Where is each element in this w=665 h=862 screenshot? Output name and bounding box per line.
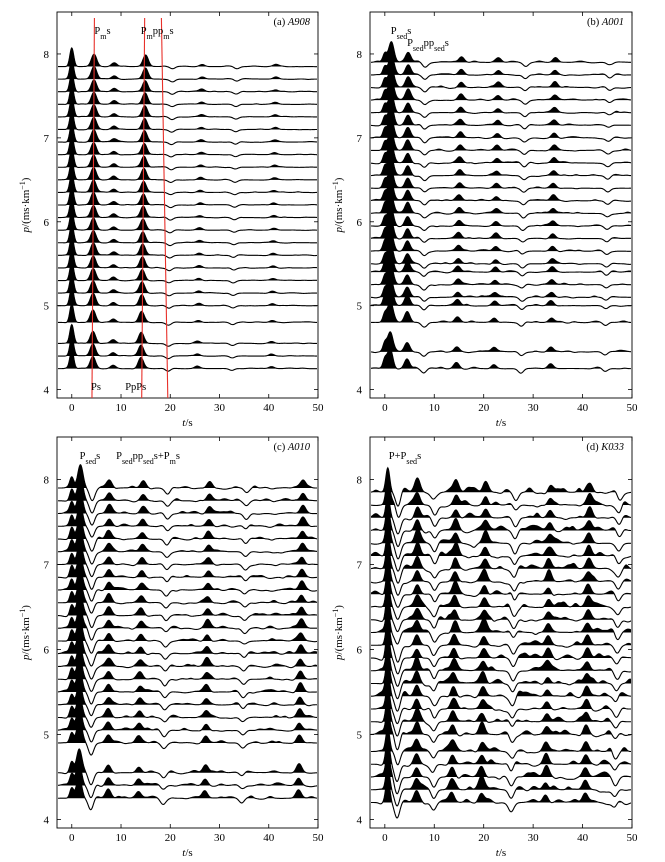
x-tick-label: 0 bbox=[382, 832, 388, 844]
y-tick-label: 6 bbox=[43, 216, 49, 229]
x-tick-label: 30 bbox=[214, 832, 226, 844]
phase-annotation: $P+P_{sed}s$ bbox=[388, 451, 422, 466]
trace-fill bbox=[57, 304, 318, 323]
trace-line bbox=[57, 528, 318, 564]
y-tick-label: 5 bbox=[356, 300, 362, 313]
y-tick-label: 5 bbox=[356, 729, 362, 742]
panel-title: (d) K033 bbox=[586, 442, 624, 453]
trace-line bbox=[370, 739, 632, 782]
plot-frame bbox=[57, 437, 318, 828]
y-tick-label: 6 bbox=[356, 644, 362, 657]
trace-fill bbox=[370, 709, 632, 734]
y-axis-label: $p/(ms\cdot km^{-1})$ bbox=[17, 177, 32, 233]
y-tick-label: 8 bbox=[43, 48, 49, 61]
x-tick-label: 20 bbox=[478, 402, 490, 414]
x-axis-label: t/s bbox=[495, 847, 507, 859]
phase-marker-line bbox=[161, 18, 167, 398]
x-tick-label: 40 bbox=[263, 402, 275, 414]
trace-line bbox=[370, 332, 632, 356]
trace-line bbox=[370, 593, 632, 631]
trace-group bbox=[370, 468, 632, 818]
trace-line bbox=[370, 632, 632, 674]
trace-fill bbox=[57, 657, 318, 679]
x-axis-label: t/s bbox=[182, 847, 193, 859]
phase-annotation: $P_{sed}s$ bbox=[79, 451, 101, 466]
trace-line bbox=[57, 669, 318, 704]
trace-line bbox=[57, 607, 318, 640]
phase-annotation: $P_mpp_ms$ bbox=[140, 26, 174, 41]
trace-line bbox=[370, 752, 632, 794]
trace-line bbox=[370, 696, 632, 736]
y-tick-label: 5 bbox=[43, 300, 49, 313]
trace-line bbox=[57, 763, 318, 798]
chart-panel-d bbox=[331, 437, 639, 859]
phase-annotation: $P_{sed}s$ bbox=[390, 26, 412, 41]
x-tick-label: 0 bbox=[382, 402, 388, 414]
x-tick-label: 30 bbox=[214, 402, 226, 414]
trace-line bbox=[370, 554, 632, 595]
trace-line bbox=[57, 465, 318, 501]
y-tick-label: 6 bbox=[43, 644, 49, 657]
x-tick-label: 50 bbox=[312, 402, 324, 414]
trace-line bbox=[57, 631, 318, 666]
x-tick-label: 20 bbox=[478, 832, 490, 844]
y-tick-label: 7 bbox=[43, 132, 49, 145]
x-tick-label: 50 bbox=[626, 832, 638, 844]
trace-fill bbox=[57, 517, 318, 539]
y-tick-label: 8 bbox=[356, 48, 362, 61]
trace-line bbox=[370, 709, 632, 749]
x-tick-label: 50 bbox=[626, 402, 638, 414]
x-tick-label: 10 bbox=[115, 402, 127, 414]
trace-line bbox=[57, 777, 318, 810]
y-axis-label: $p/(ms\cdot km^{-1})$ bbox=[330, 605, 345, 660]
panel-title: (c) A010 bbox=[273, 442, 310, 453]
trace-line bbox=[57, 592, 318, 628]
y-axis-label: $p/(ms\cdot km^{-1})$ bbox=[17, 605, 32, 660]
chart-panel-c bbox=[18, 437, 325, 859]
trace-fill bbox=[370, 620, 632, 645]
trace-line bbox=[57, 505, 318, 537]
y-tick-label: 5 bbox=[43, 729, 49, 742]
y-tick-label: 7 bbox=[356, 132, 362, 145]
trace-fill bbox=[370, 647, 632, 671]
trace-line bbox=[370, 777, 632, 818]
trace-fill bbox=[57, 669, 318, 692]
trace-line bbox=[57, 707, 318, 742]
trace-line bbox=[57, 477, 318, 513]
y-tick-label: 7 bbox=[43, 559, 49, 572]
x-tick-label: 10 bbox=[428, 402, 440, 414]
trace-group bbox=[370, 42, 632, 373]
y-tick-label: 4 bbox=[356, 814, 362, 827]
trace-fill bbox=[57, 477, 318, 501]
trace-line bbox=[57, 695, 318, 727]
trace-line bbox=[57, 517, 318, 551]
trace-fill bbox=[370, 332, 632, 352]
x-tick-label: 40 bbox=[577, 402, 589, 414]
y-tick-label: 4 bbox=[356, 384, 362, 397]
phase-marker-label: Ps bbox=[90, 382, 101, 393]
phase-marker-label: PpPs bbox=[125, 382, 147, 393]
phase-annotation: $P_ms$ bbox=[94, 26, 111, 41]
panel-title: (b) A001 bbox=[586, 17, 624, 28]
y-tick-label: 4 bbox=[43, 384, 49, 397]
trace-line bbox=[57, 490, 318, 525]
x-tick-label: 40 bbox=[577, 832, 589, 844]
trace-line bbox=[57, 749, 318, 785]
y-tick-label: 6 bbox=[356, 216, 362, 229]
panel-title: (a) A908 bbox=[273, 17, 310, 28]
x-tick-label: 20 bbox=[164, 832, 176, 844]
trace-fill bbox=[370, 468, 632, 492]
trace-line bbox=[57, 542, 318, 576]
y-tick-label: 8 bbox=[356, 474, 362, 487]
trace-line bbox=[57, 569, 318, 601]
x-tick-label: 30 bbox=[527, 832, 539, 844]
trace-line bbox=[57, 720, 318, 755]
trace-line bbox=[370, 658, 632, 698]
x-tick-label: 20 bbox=[164, 402, 176, 414]
y-tick-label: 7 bbox=[356, 559, 362, 572]
trace-fill bbox=[57, 749, 318, 773]
chart-panel-a bbox=[18, 12, 325, 429]
x-tick-label: 30 bbox=[527, 402, 539, 414]
trace-fill bbox=[57, 325, 318, 344]
trace-fill bbox=[57, 555, 318, 577]
x-axis-label: t/s bbox=[495, 417, 507, 429]
trace-line bbox=[370, 669, 632, 711]
trace-fill bbox=[370, 685, 632, 709]
trace-line bbox=[57, 555, 318, 589]
chart-panel-b bbox=[331, 12, 639, 429]
x-tick-label: 10 bbox=[428, 832, 440, 844]
x-axis-label: t/s bbox=[182, 417, 193, 429]
y-tick-label: 8 bbox=[43, 474, 49, 487]
x-tick-label: 40 bbox=[263, 832, 275, 844]
trace-line bbox=[370, 685, 632, 723]
x-tick-label: 10 bbox=[115, 832, 127, 844]
trace-line bbox=[57, 580, 318, 613]
trace-line bbox=[370, 608, 632, 644]
trace-group bbox=[57, 465, 318, 810]
trace-fill bbox=[57, 777, 318, 799]
x-tick-label: 0 bbox=[69, 832, 75, 844]
trace-line bbox=[370, 582, 632, 619]
trace-fill bbox=[57, 465, 318, 488]
y-tick-label: 4 bbox=[43, 814, 49, 827]
x-tick-label: 0 bbox=[69, 402, 75, 414]
trace-line bbox=[57, 645, 318, 679]
y-axis-label: $p/(ms\cdot km^{-1})$ bbox=[330, 177, 345, 233]
trace-line bbox=[57, 683, 318, 715]
phase-annotation: $P_{sed}pp_{sed}s$ bbox=[407, 38, 449, 53]
trace-line bbox=[57, 657, 318, 691]
trace-group bbox=[57, 48, 318, 371]
trace-fill bbox=[57, 542, 318, 564]
trace-line bbox=[57, 619, 318, 653]
phase-annotation: $P_{sed}pp_{sed}s+P_ms$ bbox=[116, 451, 180, 466]
x-tick-label: 50 bbox=[312, 832, 324, 844]
